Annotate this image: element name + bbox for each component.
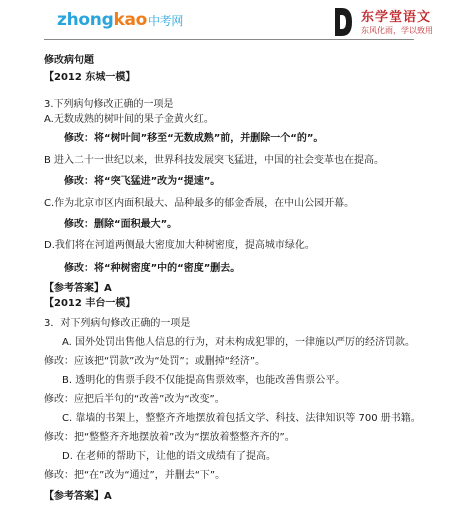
- doc-title: 修改病句题: [44, 55, 94, 66]
- d-mark-icon: [333, 7, 353, 37]
- brand-slogan: 东风化雨，学以致用: [361, 26, 433, 35]
- option-a: A.无数成熟的树叶间的果子金黄火红。: [44, 114, 214, 125]
- option-b: B. 透明化的售票手段不仅能提高售票效率，也能改善售票公平。: [62, 375, 346, 386]
- question-stem: 3．对下列病句修改正确的一项是: [44, 318, 191, 329]
- option-d-fix: 修改：将“种树密度”中的“密度”删去。: [64, 263, 241, 274]
- brand-name: 东学堂语文: [361, 10, 432, 25]
- option-c-fix: 修改：删除“面积最大”。: [64, 219, 178, 230]
- option-b: B 进入二十一世纪以来，世界科技发展突飞猛进，中国的社会变革也在提高。: [44, 155, 385, 166]
- option-b-fix: 修改：应把后半句的“改善”改为“改变”。: [44, 394, 225, 405]
- answer: 【参考答案】A: [44, 491, 112, 502]
- option-d: D.我们将在河道两侧最大密度加大种树密度，提高城市绿化。: [44, 240, 315, 251]
- option-a-fix: 修改：应该把“罚款”改为“处罚”；或删掉“经济”。: [44, 356, 266, 367]
- option-b-fix: 修改：将“突飞猛进”改为“提速”。: [64, 176, 221, 187]
- option-d: D. 在老师的帮助下，让他的语文成绩有了提高。: [62, 451, 277, 462]
- logo-text-zhong: zhong: [57, 10, 114, 30]
- option-a-fix: 修改：将“树叶间”移至“无数成熟”前，并删除一个“的”。: [64, 133, 324, 144]
- option-c-fix: 修改：把“整整齐齐地摆放着”改为“摆放着整整齐齐的”。: [44, 432, 295, 443]
- logo-text-kao: kao: [113, 10, 148, 30]
- section-tag: 【2012 东城一模】: [44, 72, 136, 83]
- option-d-fix: 修改：把“在”改为“通过”，并删去“下”。: [44, 470, 226, 481]
- option-a: A. 国外处罚出售他人信息的行为，对未构成犯罪的，一律施以严厉的经济罚款。: [62, 337, 416, 348]
- answer: 【参考答案】A: [44, 283, 112, 294]
- dongxuetang-logo[interactable]: [333, 6, 455, 38]
- header-divider: [44, 39, 414, 40]
- zhongkao-logo[interactable]: [57, 10, 183, 30]
- logo-text-cn: 中考网: [148, 14, 184, 28]
- option-c: C.作为北京市区内面积最大、品种最多的郁金香展，在中山公园开幕。: [44, 198, 355, 209]
- question-stem: 3.下列病句修改正确的一项是: [44, 99, 174, 110]
- option-c: C. 靠墙的书架上，整整齐齐地摆放着包括文学、科技、法律知识等 700 册书籍。: [62, 413, 421, 424]
- page-header: [0, 0, 464, 42]
- section-tag: 【2012 丰台一模】: [44, 298, 136, 309]
